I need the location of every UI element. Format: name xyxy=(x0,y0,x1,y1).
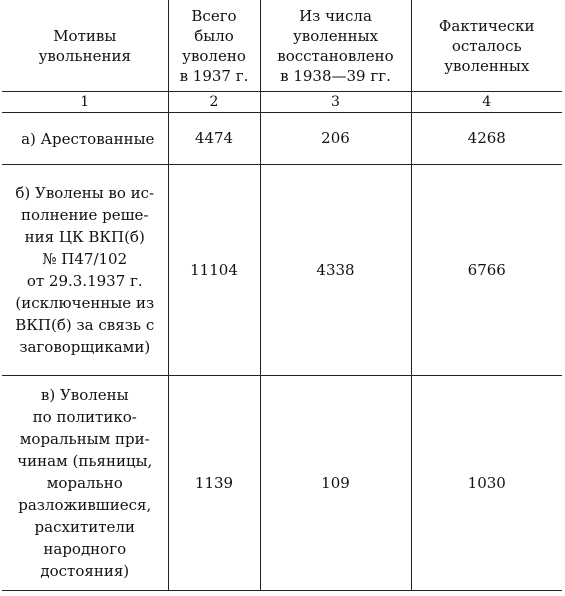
remaining-value: 6766 xyxy=(467,260,506,279)
total-dismissed-cell xyxy=(168,376,260,591)
restored-value: 4338 xyxy=(316,260,355,279)
restored-cell xyxy=(260,113,411,165)
remaining-cell xyxy=(411,113,562,165)
row-label-political-moral: в) Уволены по политико- моральным при- чинам (пьяницы, морально разложившиеся, расхитители народного достояния) xyxy=(17,386,153,580)
header-remaining-text: Фактически осталось уволенных xyxy=(438,16,535,75)
restored-cell xyxy=(260,376,411,591)
total-dismissed-value: 11104 xyxy=(190,260,238,279)
row-label-cell xyxy=(2,376,168,591)
column-number-1: 1 xyxy=(2,92,168,113)
restored-cell xyxy=(260,165,411,376)
remaining-cell xyxy=(411,165,562,376)
header-cell-motives xyxy=(2,0,168,92)
remaining-value: 1030 xyxy=(467,473,506,492)
total-dismissed-value: 1139 xyxy=(194,473,234,492)
header-motives-text: Мотивы увольнения xyxy=(38,26,131,65)
header-row xyxy=(2,0,562,92)
restored-value: 109 xyxy=(321,473,350,492)
header-total-text: Всего было уволено в 1937 г. xyxy=(179,6,249,85)
column-number-row xyxy=(2,92,562,113)
header-cell-restored xyxy=(260,0,411,92)
header-cell-total xyxy=(168,0,260,92)
dismissal-table xyxy=(2,0,562,591)
table-row-political-moral xyxy=(2,376,562,591)
total-dismissed-cell xyxy=(168,165,260,376)
remaining-cell xyxy=(411,376,562,591)
restored-value: 206 xyxy=(321,129,350,147)
row-label-cc-decision: б) Уволены во ис- полнение реше- ния ЦК ВКП(б) № П47/102 от 29.3.1937 г. (исключенные из ВКП(б) за связь с заговорщиками) xyxy=(15,184,155,356)
header-cell-remaining xyxy=(411,0,562,92)
table-row-arrested xyxy=(2,113,562,165)
row-label-arrested: а) Арестованные xyxy=(21,129,155,148)
total-dismissed-value: 4474 xyxy=(194,129,234,147)
table-row-cc-decision xyxy=(2,165,562,376)
row-label-cell xyxy=(2,165,168,376)
header-restored-text: Из числа уволенных восстановлено в 1938—39 гг. xyxy=(277,6,394,85)
column-number-3: 3 xyxy=(260,92,411,113)
total-dismissed-cell xyxy=(168,113,260,165)
remaining-value: 4268 xyxy=(467,129,506,147)
column-number-2: 2 xyxy=(168,92,260,113)
row-label-cell xyxy=(2,113,168,165)
column-number-4: 4 xyxy=(411,92,562,113)
